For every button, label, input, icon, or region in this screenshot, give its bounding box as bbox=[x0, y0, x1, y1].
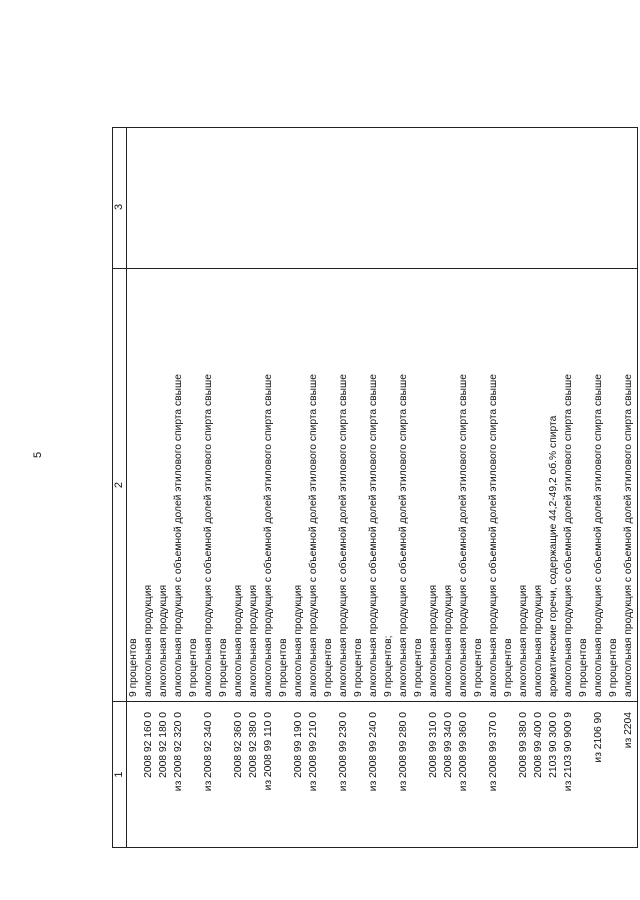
description-line: 9 процентов bbox=[578, 638, 589, 697]
description-line: алкогольная продукция bbox=[533, 584, 544, 697]
description-line: 9 процентов bbox=[503, 638, 514, 697]
code-line bbox=[472, 706, 487, 843]
description-line: алкогольная продукция с объемной долей этилового спирта свыше bbox=[308, 373, 319, 697]
description-line: 9 процентов bbox=[188, 638, 199, 697]
code-line: 2008 99 310 0 bbox=[428, 712, 439, 778]
description-line: 9 процентов bbox=[413, 638, 424, 697]
description-line: 9 процентов bbox=[278, 638, 289, 697]
code-column bbox=[127, 702, 638, 848]
code-line: 2008 99 400 0 bbox=[533, 712, 544, 778]
description-line: 9 процентов bbox=[128, 638, 139, 697]
code-line bbox=[187, 706, 202, 843]
code-line bbox=[352, 706, 367, 843]
code-line: 2008 92 360 0 bbox=[233, 712, 244, 778]
code-line bbox=[322, 706, 337, 843]
code-line bbox=[502, 706, 517, 843]
description-line: алкогольная продукция bbox=[293, 584, 304, 697]
code-line: из 2008 99 240 0 bbox=[368, 712, 379, 792]
description-line: алкогольная продукция bbox=[233, 584, 244, 697]
description-line: алкогольная продукция с объемной долей этилового спирта свыше bbox=[593, 373, 604, 697]
description-line: алкогольная продукция bbox=[428, 584, 439, 697]
code-line: 2008 92 160 0 bbox=[143, 712, 154, 778]
code-line: из 2008 99 230 0 bbox=[338, 712, 349, 792]
description-line: алкогольная продукция bbox=[143, 584, 154, 697]
description-line: 9 процентов bbox=[353, 638, 364, 697]
description-line: алкогольная продукция с объемной долей этилового спирта свыше bbox=[488, 373, 499, 697]
header-row bbox=[113, 128, 127, 848]
code-line bbox=[382, 706, 397, 843]
code-line: 2008 99 380 0 bbox=[518, 712, 529, 778]
code-line bbox=[277, 706, 292, 843]
description-line: алкогольная продукция bbox=[248, 584, 259, 697]
tariff-table bbox=[112, 127, 638, 848]
description-line: алкогольная продукция с объемной долей этилового спирта свыше bbox=[173, 373, 184, 697]
code-line: 2103 90 300 0 bbox=[548, 712, 559, 778]
code-line: 2008 99 190 0 bbox=[293, 712, 304, 778]
code-line: из 2204 bbox=[623, 712, 634, 749]
code-line: из 2008 92 340 0 bbox=[203, 712, 214, 792]
code-line bbox=[217, 706, 232, 843]
description-line: алкогольная продукция с объемной долей этилового спирта свыше bbox=[338, 373, 349, 697]
code-line: из 2103 90 900 9 bbox=[563, 712, 574, 792]
code-line: 2008 92 180 0 bbox=[158, 712, 169, 778]
code-line: из 2008 99 210 0 bbox=[308, 712, 319, 792]
code-line bbox=[577, 706, 592, 843]
description-line: 9 процентов bbox=[323, 638, 334, 697]
description-line: 9 процентов bbox=[473, 638, 484, 697]
code-line bbox=[607, 706, 622, 843]
table-body-row bbox=[127, 128, 638, 848]
code-line: 2008 99 340 0 bbox=[443, 712, 454, 778]
description-line: алкогольная продукция с объемной долей этилового спирта свыше bbox=[368, 373, 379, 697]
code-line: из 2008 92 320 0 bbox=[173, 712, 184, 792]
code-line bbox=[127, 706, 142, 843]
code-line: 2008 92 380 0 bbox=[248, 712, 259, 778]
description-column bbox=[127, 269, 638, 702]
code-line: из 2008 99 370 0 bbox=[488, 712, 499, 792]
code-line: из 2008 99 280 0 bbox=[398, 712, 409, 792]
description-line: алкогольная продукция bbox=[443, 584, 454, 697]
empty-column-3 bbox=[127, 128, 638, 269]
code-line: из 2106 90 bbox=[593, 712, 604, 763]
description-line: алкогольная продукция с объемной долей этилового спирта свыше bbox=[623, 373, 634, 697]
description-line: алкогольная продукция с объемной долей этилового спирта свыше bbox=[203, 373, 214, 697]
description-line: ароматические горечи, содержащие 44,2-49,2 об.% спирта bbox=[548, 415, 559, 697]
page-number: 5 bbox=[32, 451, 44, 458]
header-col-3: 3 bbox=[113, 128, 127, 269]
code-line: из 2008 99 110 0 bbox=[263, 712, 274, 791]
description-line: алкогольная продукция с объемной долей этилового спирта свыше bbox=[563, 373, 574, 697]
description-line: алкогольная продукция с объемной долей этилового спирта свыше bbox=[398, 373, 409, 697]
code-line: из 2008 99 360 0 bbox=[458, 712, 469, 792]
description-line: 9 процентов bbox=[218, 638, 229, 697]
description-line: алкогольная продукция с объемной долей этилового спирта свыше bbox=[263, 373, 274, 697]
description-line: 9 процентов; bbox=[383, 635, 394, 697]
description-line: алкогольная продукция с объемной долей этилового спирта свыше bbox=[458, 373, 469, 697]
description-line: алкогольная продукция bbox=[158, 584, 169, 697]
description-line: 9 процентов bbox=[608, 638, 619, 697]
code-line bbox=[412, 706, 427, 843]
description-line: алкогольная продукция bbox=[518, 584, 529, 697]
document-table-container bbox=[112, 128, 634, 848]
header-col-1: 1 bbox=[113, 702, 127, 848]
header-col-2: 2 bbox=[113, 269, 127, 702]
